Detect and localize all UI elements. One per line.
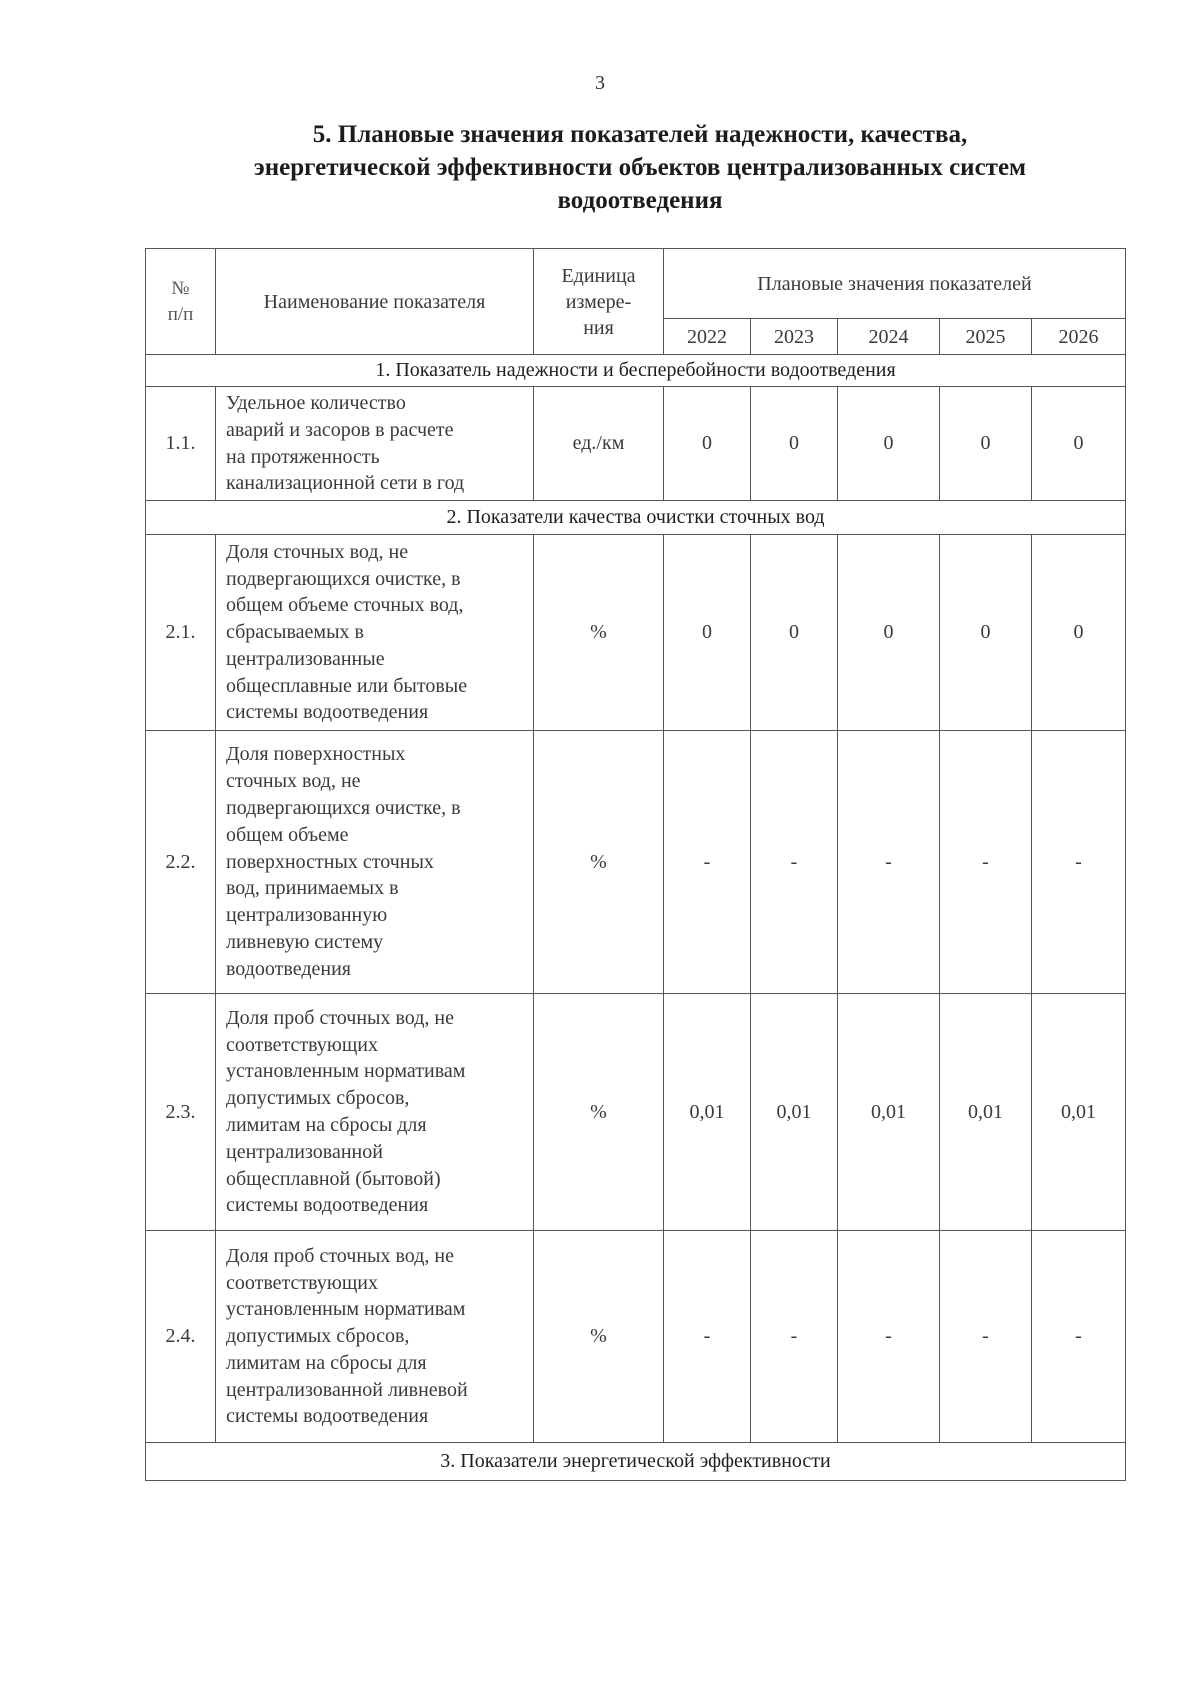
header-year: 2023 <box>751 319 838 355</box>
indicator-name-line: на протяженность <box>226 445 380 468</box>
indicator-name-line: допустимых сбросов, <box>226 1325 410 1348</box>
value-cell: - <box>838 1231 940 1443</box>
row-number: 2.1. <box>146 535 216 731</box>
value-cell: 0 <box>1032 535 1126 731</box>
value-cell: 0,01 <box>664 994 751 1231</box>
indicator-name-line: установленным нормативам <box>226 1060 466 1083</box>
indicator-name-line: Доля проб сточных вод, не <box>226 1006 454 1029</box>
table-row <box>146 387 1126 501</box>
header-num <box>146 249 216 355</box>
indicator-name-line: централизованной <box>226 1140 383 1163</box>
header-plan: Плановые значения показателей <box>664 249 1126 319</box>
indicator-name-line: сбрасываемых в <box>226 621 364 644</box>
indicator-name-line: допустимых сбросов, <box>226 1087 410 1110</box>
value-cell: 0,01 <box>1032 994 1126 1231</box>
title-line: 5. Плановые значения показателей надежности, качества, <box>312 121 968 148</box>
unit-cell: % <box>534 535 664 731</box>
indicator-name-line: подвергающихся очистке, в <box>226 567 461 590</box>
indicator-name-line: водоотведения <box>226 957 351 980</box>
indicator-name-line: вод, принимаемых в <box>226 877 399 900</box>
value-cell: 0 <box>940 535 1032 731</box>
header-year: 2024 <box>838 319 940 355</box>
header-unit-line: ния <box>583 316 614 339</box>
value-cell: - <box>751 1231 838 1443</box>
indicator-name <box>216 387 534 501</box>
indicator-name-line: Удельное количество <box>226 391 406 414</box>
unit-cell: ед./км <box>534 387 664 501</box>
table-row <box>146 1231 1126 1443</box>
table-row <box>146 994 1126 1231</box>
indicator-name-line: сточных вод, не <box>226 770 361 793</box>
indicator-name-line: аварий и засоров в расчете <box>226 418 454 441</box>
table-row <box>146 731 1126 994</box>
unit-cell: % <box>534 731 664 994</box>
value-cell: 0,01 <box>838 994 940 1231</box>
value-cell: - <box>940 731 1032 994</box>
value-cell: 0 <box>838 535 940 731</box>
row-number: 1.1. <box>146 387 216 501</box>
value-cell: 0,01 <box>751 994 838 1231</box>
header-name: Наименование показателя <box>216 249 534 355</box>
indicator-name <box>216 1231 534 1443</box>
indicator-name-line: системы водоотведения <box>226 1405 429 1428</box>
section-title: 2. Показатели качества очистки сточных вод <box>146 501 1126 535</box>
section-row <box>146 355 1126 387</box>
indicator-name-line: Доля сточных вод, не <box>226 540 409 563</box>
header-unit <box>534 249 664 355</box>
unit-cell: % <box>534 994 664 1231</box>
section-title: 1. Показатель надежности и бесперебойности водоотведения <box>146 355 1126 387</box>
header-num-line: п/п <box>167 303 194 325</box>
title-line: водоотведения <box>557 187 723 214</box>
header-row <box>146 249 1126 319</box>
value-cell: - <box>751 731 838 994</box>
indicator-name-line: лимитам на сбросы для <box>226 1351 427 1374</box>
indicator-name <box>216 535 534 731</box>
value-cell: 0 <box>664 387 751 501</box>
indicator-name-line: системы водоотведения <box>226 1194 429 1217</box>
row-number: 2.2. <box>146 731 216 994</box>
indicator-name-line: подвергающихся очистке, в <box>226 797 461 819</box>
header-num-line: № <box>171 277 190 299</box>
row-number: 2.3. <box>146 994 216 1231</box>
indicator-name-line: Доля поверхностных <box>226 743 406 766</box>
indicator-name-line: централизованной ливневой <box>226 1378 468 1401</box>
unit-cell: % <box>534 1231 664 1443</box>
header-unit-line: Единица <box>561 264 636 287</box>
indicator-name <box>216 994 534 1231</box>
section-title: 3. Показатели энергетической эффективности <box>146 1443 1126 1481</box>
indicator-name-line: общесплавные или бытовые <box>226 674 468 697</box>
indicator-name-line: общем объеме <box>226 823 349 846</box>
indicator-name-line: соответствующих <box>226 1033 378 1056</box>
header-year: 2025 <box>940 319 1032 355</box>
header-year: 2022 <box>664 319 751 355</box>
title-line: энергетической эффективности объектов централизованных систем <box>253 154 1027 181</box>
value-cell: - <box>664 731 751 994</box>
indicator-name-line: централизованную <box>226 904 388 927</box>
indicator-name-line: общем объеме сточных вод, <box>226 594 464 617</box>
value-cell: - <box>1032 1231 1126 1443</box>
document-title <box>160 118 1120 217</box>
value-cell: 0 <box>940 387 1032 501</box>
indicator-name-line: канализационной сети в год <box>226 472 465 495</box>
value-cell: - <box>838 731 940 994</box>
indicator-name-line: системы водоотведения <box>226 701 429 724</box>
indicator-name-line: соответствующих <box>226 1271 378 1294</box>
value-cell: - <box>940 1231 1032 1443</box>
value-cell: 0 <box>1032 387 1126 501</box>
value-cell: - <box>1032 731 1126 994</box>
header-year: 2026 <box>1032 319 1126 355</box>
indicator-name-line: лимитам на сбросы для <box>226 1114 427 1136</box>
header-unit-line: измере- <box>565 290 632 313</box>
value-cell: 0 <box>751 387 838 501</box>
value-cell: 0 <box>751 535 838 731</box>
section-row <box>146 501 1126 535</box>
indicator-name-line: установленным нормативам <box>226 1298 466 1321</box>
value-cell: 0 <box>664 535 751 731</box>
indicator-name-line: ливневую систему <box>226 930 384 953</box>
value-cell: 0 <box>838 387 940 501</box>
indicator-name-line: централизованные <box>226 647 385 670</box>
section-row <box>146 1443 1126 1481</box>
value-cell: 0,01 <box>940 994 1032 1231</box>
indicator-name-line: поверхностных сточных <box>226 850 434 873</box>
row-number: 2.4. <box>146 1231 216 1443</box>
value-cell: - <box>664 1231 751 1443</box>
indicator-name-line: Доля проб сточных вод, не <box>226 1244 454 1267</box>
table-row <box>146 535 1126 731</box>
indicator-name-line: общесплавной (бытовой) <box>226 1167 441 1190</box>
indicators-table <box>145 248 1126 1481</box>
indicator-name <box>216 731 534 994</box>
page-number: 3 <box>595 72 605 94</box>
